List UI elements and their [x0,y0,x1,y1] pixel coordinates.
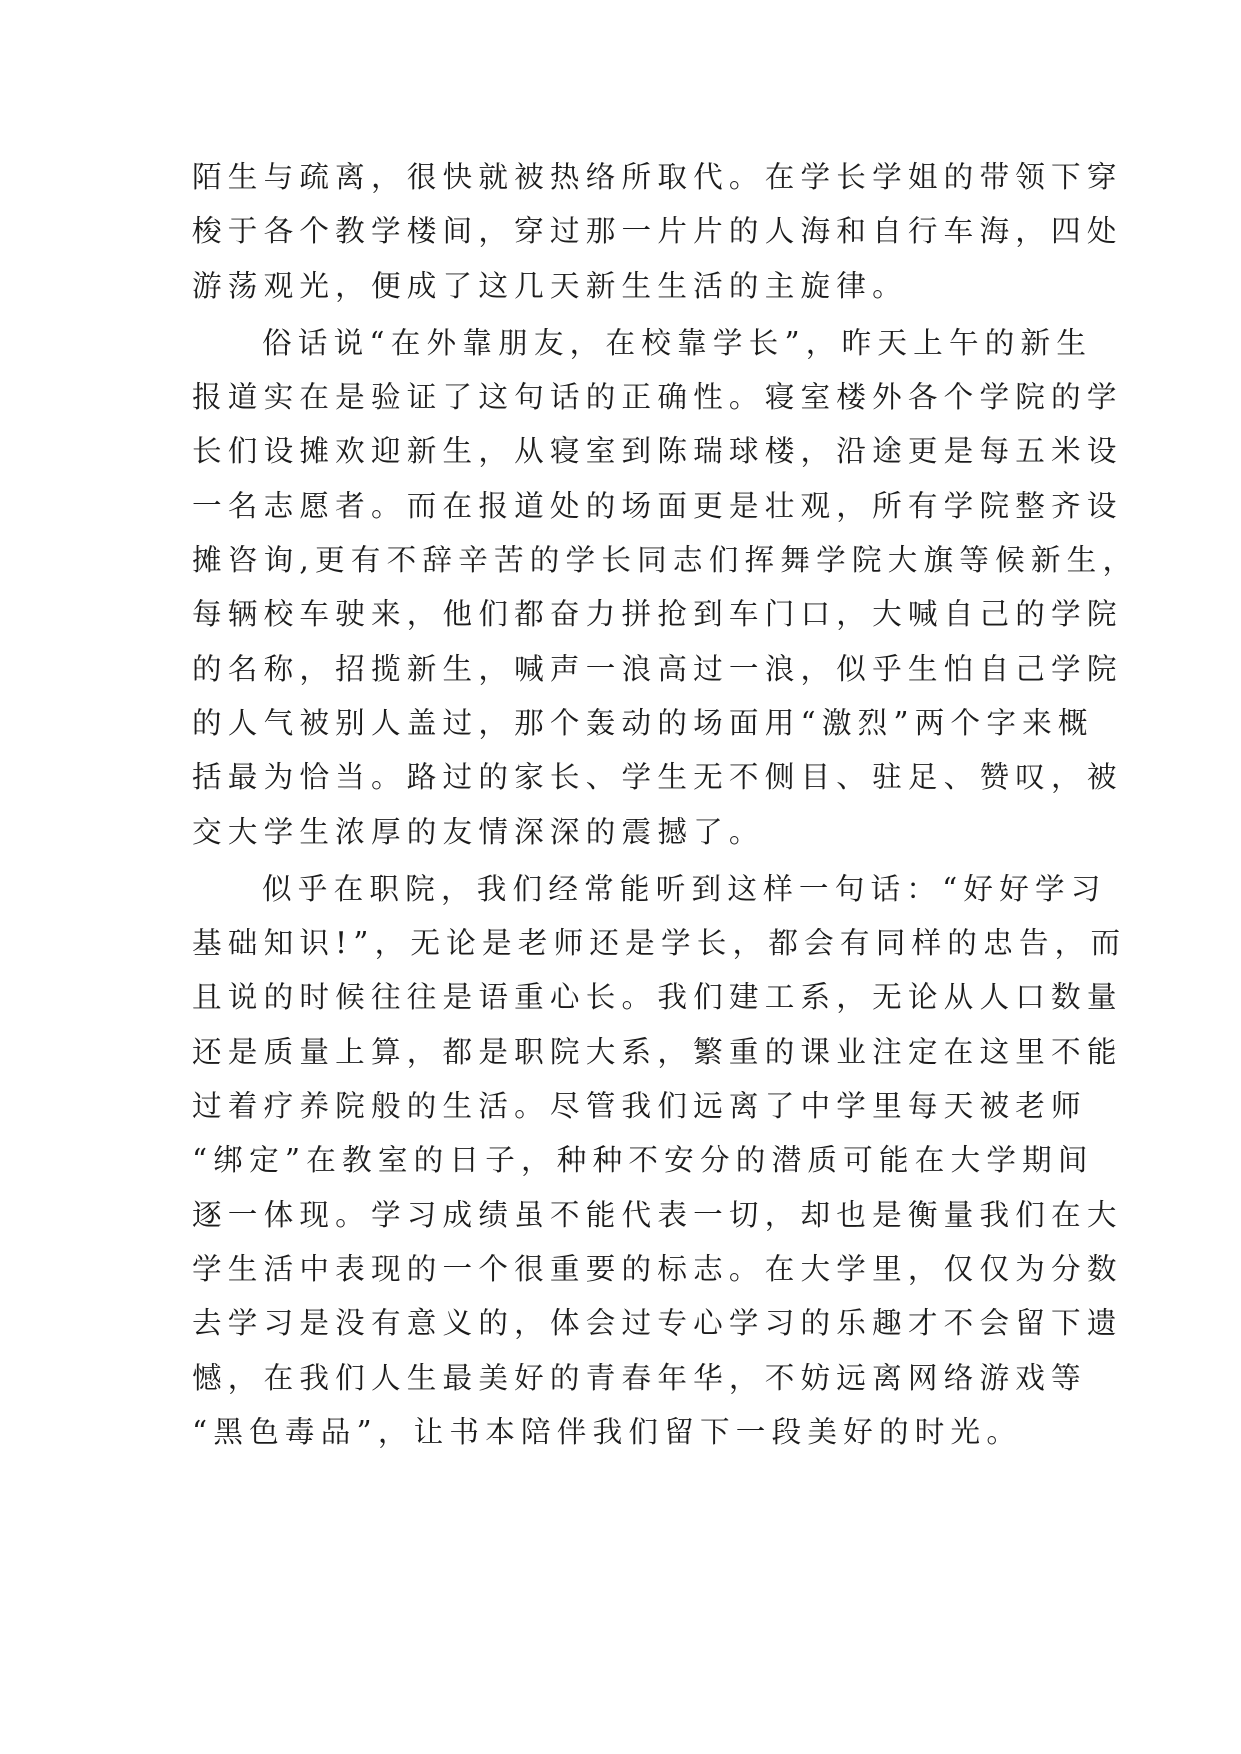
text-line: 去学习是没有意义的，体会过专心学习的乐趣才不会留下遗 [192,1306,1123,1341]
text-line: 摊咨询,更有不辞辛苦的学长同志们挥舞学院大旗等候新生， [192,543,1139,578]
text-line: 的名称，招揽新生，喊声一浪高过一浪，似乎生怕自己学院 [192,651,1123,686]
text-line: 过着疗养院般的生活。尽管我们远离了中学里每天被老师 [192,1089,1087,1124]
paragraph [192,150,1123,313]
text-line: 的人气被别人盖过，那个轰动的场面用“激烈”两个字来概 [192,705,1094,740]
text-line: 一名志愿者。而在报道处的场面更是壮观，所有学院整齐设 [192,488,1123,523]
text-line: 括最为恰当。路过的家长、学生无不侧目、驻足、赞叹，被 [192,760,1123,795]
text-line: 基础知识!”，无论是老师还是学长，都会有同样的忠告，而 [192,926,1127,961]
text-line: 俗话说“在外靠朋友，在校靠学长”，昨天上午的新生 [262,325,1093,360]
text-line: 还是质量上算，都是职院大系，繁重的课业注定在这里不能 [192,1034,1123,1069]
text-line: “绑定”在教室的日子，种种不安分的潜质可能在大学期间 [192,1143,1094,1178]
text-line: “黑色毒品”，让书本陪伴我们留下一段美好的时光。 [192,1414,1023,1449]
text-line: 陌生与疏离，很快就被热络所取代。在学长学姐的带领下穿 [192,160,1123,194]
text-line: 憾，在我们人生最美好的青春年华，不妨远离网络游戏等 [192,1360,1087,1395]
document-body [192,150,1139,1459]
text-line: 游荡观光，便成了这几天新生生活的主旋律。 [192,268,908,303]
paragraph [192,862,1127,1459]
text-line: 长们设摊欢迎新生，从寝室到陈瑞球楼，沿途更是每五米设 [192,434,1123,469]
text-line: 逐一体现。学习成绩虽不能代表一切，却也是衡量我们在大 [192,1197,1123,1232]
text-line: 学生活中表现的一个很重要的标志。在大学里，仅仅为分数 [192,1251,1123,1286]
text-line: 且说的时候往往是语重心长。我们建工系，无论从人口数量 [192,980,1123,1015]
text-line: 梭于各个教学楼间，穿过那一片片的人海和自行车海，四处 [192,214,1123,249]
text-line: 每辆校车驶来，他们都奋力拼抢到车门口，大喊自己的学院 [192,597,1123,632]
text-line: 报道实在是验证了这句话的正确性。寝室楼外各个学院的学 [192,380,1123,415]
text-line: 似乎在职院，我们经常能听到这样一句话：“好好学习 [262,871,1107,906]
paragraph [192,316,1139,859]
text-line: 交大学生浓厚的友情深深的震撼了。 [192,814,765,849]
